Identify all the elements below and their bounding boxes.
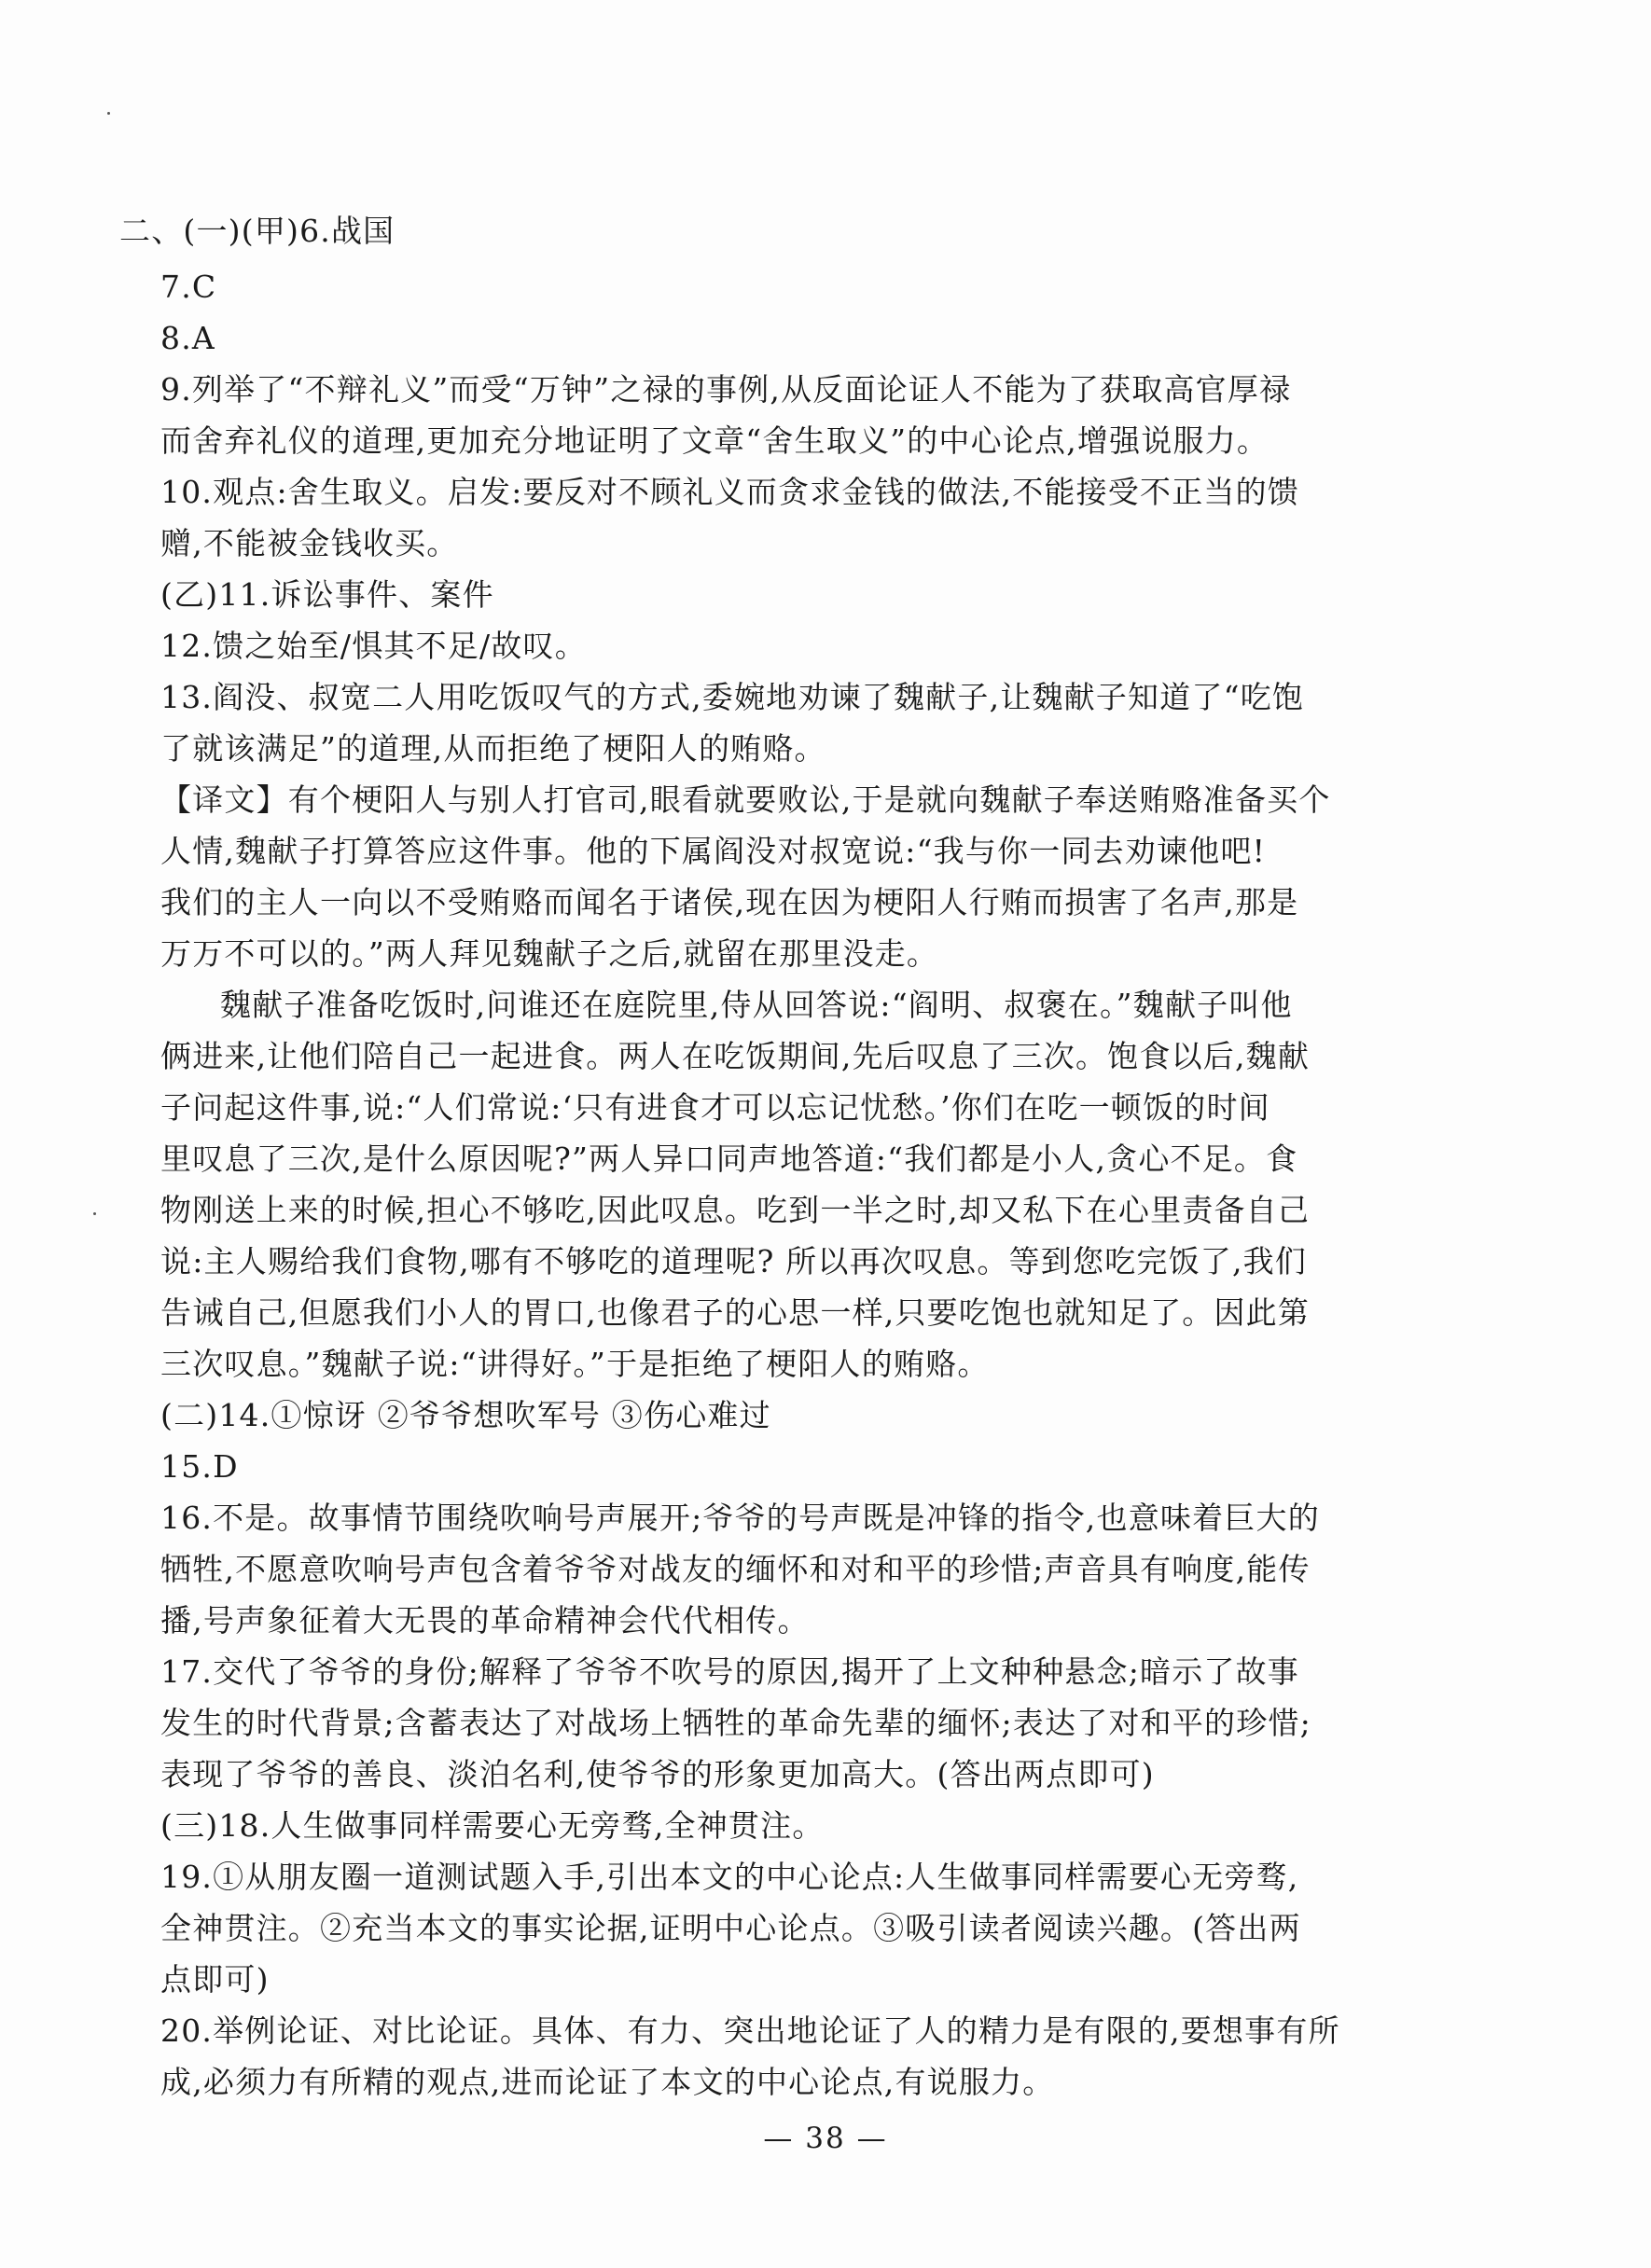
text-line: 16.不是。故事情节围绕吹响号声展开;爷爷的号声既是冲锋的指令,也意味着巨大的 — [160, 1500, 1320, 1536]
text-line: 成,必须力有所精的观点,进而论证了本文的中心论点,有说服力。 — [160, 2064, 1055, 2100]
text-line: 点即可) — [160, 1961, 270, 1998]
text-line: (乙)11.诉讼事件、案件 — [160, 576, 494, 613]
text-line: 告诫自己,但愿我们小人的胃口,也像君子的心思一样,只要吃饱也就知足了。因此第 — [160, 1294, 1311, 1331]
text-line: 17.交代了爷爷的身份;解释了爷爷不吹号的原因,揭开了上文种种悬念;暗示了故事 — [160, 1653, 1300, 1690]
text-line: 全神贯注。②充当本文的事实论据,证明中心论点。③吸引读者阅读兴趣。(答出两 — [160, 1910, 1301, 1946]
text-line: (二)14.①惊讶 ②爷爷想吹军号 ③伤心难过 — [160, 1397, 771, 1433]
text-line: 物刚送上来的时候,担心不够吃,因此叹息。吃到一半之时,却又私下在心里责备自己 — [160, 1192, 1311, 1228]
text-line: (三)18.人生做事同样需要心无旁骛,全神贯注。 — [160, 1807, 825, 1844]
text-line: 7.C — [160, 269, 217, 305]
text-line: 13.阎没、叔宽二人用吃饭叹气的方式,委婉地劝谏了魏献子,让魏献子知道了“吃饱 — [160, 679, 1305, 715]
text-line: 【译文】有个梗阳人与别人打官司,眼看就要败讼,于是就向魏献子奉送贿赂准备买个 — [160, 781, 1331, 818]
text-line: 20.举例论证、对比论证。具体、有力、突出地论证了人的精力是有限的,要想事有所 — [160, 2012, 1340, 2049]
scan-speck — [93, 1212, 96, 1215]
text-line: 12.馈之始至/惧其不足/故叹。 — [160, 628, 587, 664]
text-line: 15.D — [160, 1448, 239, 1485]
text-line: 播,号声象征着大无畏的革命精神会代代相传。 — [160, 1602, 810, 1639]
text-line: 子问起这件事,说:“人们常说:‘只有进食才可以忘记忧愁。’你们在吃一顿饭的时间 — [160, 1089, 1270, 1126]
text-line: 俩进来,让他们陪自己一起进食。两人在吃饭期间,先后叹息了三次。饱食以后,魏献 — [160, 1038, 1311, 1074]
text-line: 二、(一)(甲)6.战国 — [119, 213, 395, 249]
text-line: 魏献子准备吃饭时,问谁还在庭院里,侍从回答说:“阎明、叔褒在。”魏献子叫他 — [220, 987, 1293, 1023]
text-line: 说:主人赐给我们食物,哪有不够吃的道理呢? 所以再次叹息。等到您吃完饭了,我们 — [160, 1243, 1308, 1279]
text-line: 发生的时代背景;含蓄表达了对战场上牺牲的革命先辈的缅怀;表达了对和平的珍惜; — [160, 1705, 1311, 1741]
text-line: 我们的主人一向以不受贿赂而闻名于诸侯,现在因为梗阳人行贿而损害了名声,那是 — [160, 884, 1299, 920]
text-line: 里叹息了三次,是什么原因呢?”两人异口同声地答道:“我们都是小人,贪心不足。食 — [160, 1141, 1298, 1177]
text-line: 赠,不能被金钱收买。 — [160, 525, 459, 561]
text-line: 而舍弃礼仪的道理,更加充分地证明了文章“舍生取义”的中心论点,增强说服力。 — [160, 422, 1269, 459]
text-line: 牺牲,不愿意吹响号声包含着爷爷对战友的缅怀和对和平的珍惜;声音具有响度,能传 — [160, 1551, 1311, 1587]
text-line: 10.观点:舍生取义。启发:要反对不顾礼义而贪求金钱的做法,不能接受不正当的馈 — [160, 474, 1300, 510]
text-line: 人情,魏献子打算答应这件事。他的下属阎没对叔宽说:“我与你一同去劝谏他吧! — [160, 833, 1267, 869]
text-line: 9.列举了“不辩礼义”而受“万钟”之禄的事例,从反面论证人不能为了获取高官厚禄 — [160, 371, 1292, 408]
text-line: 表现了爷爷的善良、淡泊名利,使爷爷的形象更加高大。(答出两点即可) — [160, 1756, 1155, 1792]
text-line: 了就该满足”的道理,从而拒绝了梗阳人的贿赂。 — [160, 730, 826, 767]
page-number: — 38 — — [763, 2122, 888, 2155]
text-line: 三次叹息。”魏献子说:“讲得好。”于是拒绝了梗阳人的贿赂。 — [160, 1346, 990, 1382]
scan-speck — [107, 112, 110, 115]
text-line: 8.A — [160, 320, 215, 356]
text-line: 万万不可以的。”两人拜见魏献子之后,就留在那里没走。 — [160, 935, 939, 972]
text-line: 19.①从朋友圈一道测试题入手,引出本文的中心论点:人生做事同样需要心无旁骛, — [160, 1859, 1299, 1895]
